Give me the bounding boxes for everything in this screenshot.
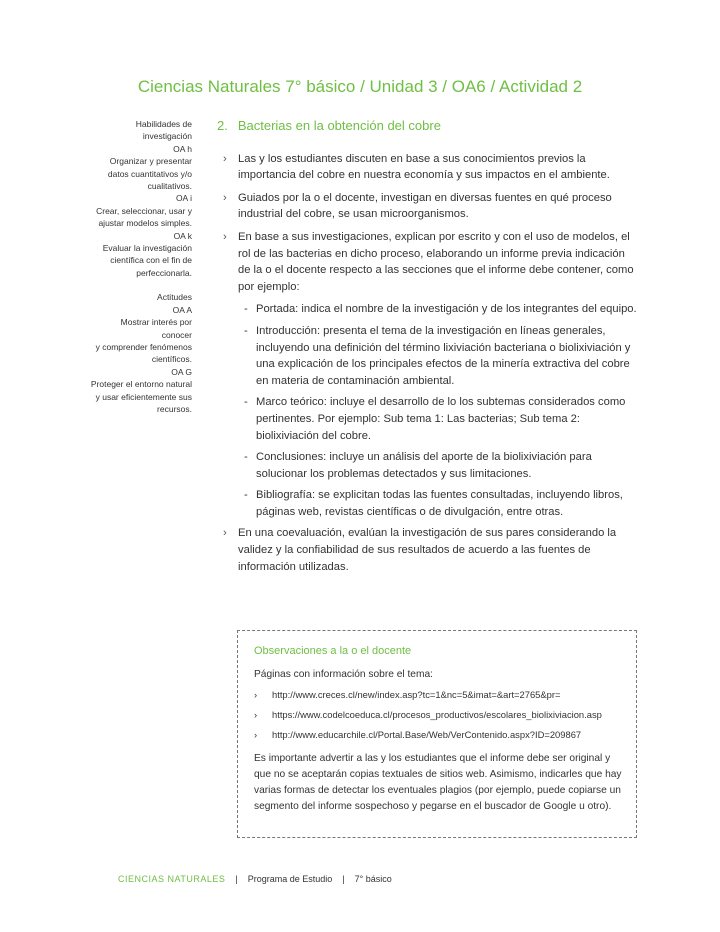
dash-bullet: -	[244, 489, 248, 502]
observations-title: Observaciones a la o el docente	[254, 645, 412, 657]
activity-content	[217, 118, 637, 581]
sub-item-text: Bibliografía: se explicitan todas las fuentes consultadas, incluyendo libros, páginas web, revistas científicas o de divulgación, entre otras.	[256, 489, 623, 518]
list-item	[217, 229, 637, 295]
sub-list-item	[217, 487, 637, 520]
sidebar-line: cualitativos.	[147, 181, 192, 192]
sidebar-line: OA A	[172, 304, 192, 315]
sidebar-line: investigación	[142, 131, 192, 142]
reference-link[interactable]: http://www.educarchile.cl/Portal.Base/Web/VerContenido.aspx?ID=209867	[272, 729, 582, 740]
sidebar-line: OA h	[173, 143, 192, 154]
footer-grade: 7° básico	[354, 874, 392, 884]
chevron-right-icon: ›	[254, 709, 258, 720]
chevron-right-icon: ›	[254, 729, 258, 740]
item-text: En una coevaluación, evalúan la investigación de sus pares considerando la validez y la confiabilidad de sus resultados de acuerdo a las fuentes de información utilizadas.	[238, 527, 617, 573]
item-text: Guiados por la o el docente, investigan en diversas fuentes en qué proceso industrial del cobre, se usan microorganismos.	[238, 191, 612, 221]
sub-list-item	[217, 323, 637, 389]
footer-program: Programa de Estudio	[247, 874, 333, 884]
sidebar-line: científicos.	[151, 354, 192, 365]
sidebar-line: Actitudes	[157, 292, 192, 303]
dash-bullet: -	[244, 303, 248, 316]
reference-link-item	[254, 687, 622, 703]
sidebar-line: Proteger el entorno natural	[90, 379, 192, 390]
footer-brand: CIENCIAS NATURALES	[118, 874, 226, 884]
item-text: En base a sus investigaciones, explican por escrito y con el uso de modelos, el rol de las bacterias en dicho proceso, elaborando un informe previa indicación de la o el docente respecto a las secciones que el informe debe contener, como por ejemplo:	[238, 230, 634, 293]
footer-separator: |	[342, 874, 345, 884]
sub-item-text: Conclusiones: incluye un análisis del aporte de la biolixiviación para solucionar los problemas detectados y sus limitaciones.	[256, 451, 592, 480]
sidebar-line: Habilidades de	[135, 119, 192, 129]
sidebar-line: OA G	[171, 366, 192, 377]
chevron-right-icon: ›	[223, 191, 227, 204]
skills-group	[90, 118, 192, 279]
chevron-right-icon: ›	[223, 230, 227, 243]
sidebar-line: OA k	[173, 230, 192, 241]
sub-list-item	[217, 394, 637, 444]
section-number: 2.	[217, 118, 228, 133]
sub-item-text: Introducción: presenta el tema de la investigación en líneas generales, incluyendo una definición del término lixiviación bacteriana o biolixiviación y una explicación de los principales efectos de la minería extractiva del cobre en materia de contaminación ambiental.	[256, 324, 631, 387]
dash-bullet: -	[244, 451, 248, 464]
chevron-right-icon: ›	[254, 689, 258, 700]
teacher-observations-box	[237, 630, 637, 838]
page-footer	[118, 874, 392, 884]
page-title: Ciencias Naturales 7° básico / Unidad 3 / OA6 / Actividad 2	[137, 77, 583, 97]
sidebar-line: ajustar modelos simples.	[98, 218, 192, 229]
attitudes-group	[90, 291, 192, 415]
list-item	[217, 190, 637, 223]
sidebar-line: Organizar y presentar	[109, 156, 192, 167]
footer-separator: |	[235, 874, 238, 884]
dash-bullet: -	[244, 396, 248, 409]
sidebar-line: OA i	[175, 193, 192, 204]
reference-link-item	[254, 727, 622, 743]
observations-intro: Páginas con información sobre el tema:	[254, 669, 433, 680]
sidebar-line: científica con el fin de	[110, 255, 192, 266]
section-heading	[217, 118, 637, 135]
list-item	[217, 525, 637, 575]
sidebar-line: datos cuantitativos y/o	[107, 168, 192, 179]
sidebar-line: perfeccionarla.	[136, 267, 192, 278]
chevron-right-icon: ›	[223, 527, 227, 540]
chevron-right-icon: ›	[223, 152, 227, 165]
reference-link[interactable]: https://www.codelcoeduca.cl/procesos_productivos/escolares_biolixiviacion.asp	[272, 709, 602, 720]
list-item	[217, 151, 637, 184]
sidebar-line: recursos.	[157, 403, 192, 414]
sidebar-objectives	[90, 118, 192, 415]
section-title: Bacterias en la obtención del cobre	[237, 118, 441, 133]
sub-item-text: Marco teórico: incluye el desarrollo de lo los subtemas considerados como pertinentes. Por ejemplo: Sub tema 1: Las bacterias; Sub tema 2: biolixiviación del cobre.	[256, 396, 626, 442]
sidebar-line: y comprender fenómenos	[95, 341, 192, 352]
reference-link-item	[254, 707, 622, 723]
sidebar-line: Mostrar interés por conocer	[120, 317, 192, 340]
sub-item-text: Portada: indica el nombre de la investigación y de los integrantes del equipo.	[256, 303, 637, 316]
item-text: Las y los estudiantes discuten en base a sus conocimientos previos la importancia del cobre en nuestra economía y sus impactos en el ambiente.	[238, 152, 610, 182]
sidebar-line: Evaluar la investigación	[102, 243, 192, 254]
dash-bullet: -	[244, 324, 248, 337]
observations-note: Es importante advertir a las y los estudiantes que el informe debe ser original y que no se aceptarán copias textuales de sitios web. Asimismo, indicarles que hay varias formas de detectar los eventuales plagios (por ejemplo, puede copiarse un segmento del informe sospechoso y pegarse en el buscador de Google u otro).	[254, 753, 622, 812]
sidebar-line: y usar eficientemente sus	[95, 391, 192, 402]
sub-list-item	[217, 449, 637, 482]
sidebar-line: Crear, seleccionar, usar y	[96, 205, 192, 216]
reference-link[interactable]: http://www.creces.cl/new/index.asp?tc=1&nc=5&imat=&art=2765&pr=	[272, 689, 561, 700]
sub-list-item	[217, 301, 637, 318]
